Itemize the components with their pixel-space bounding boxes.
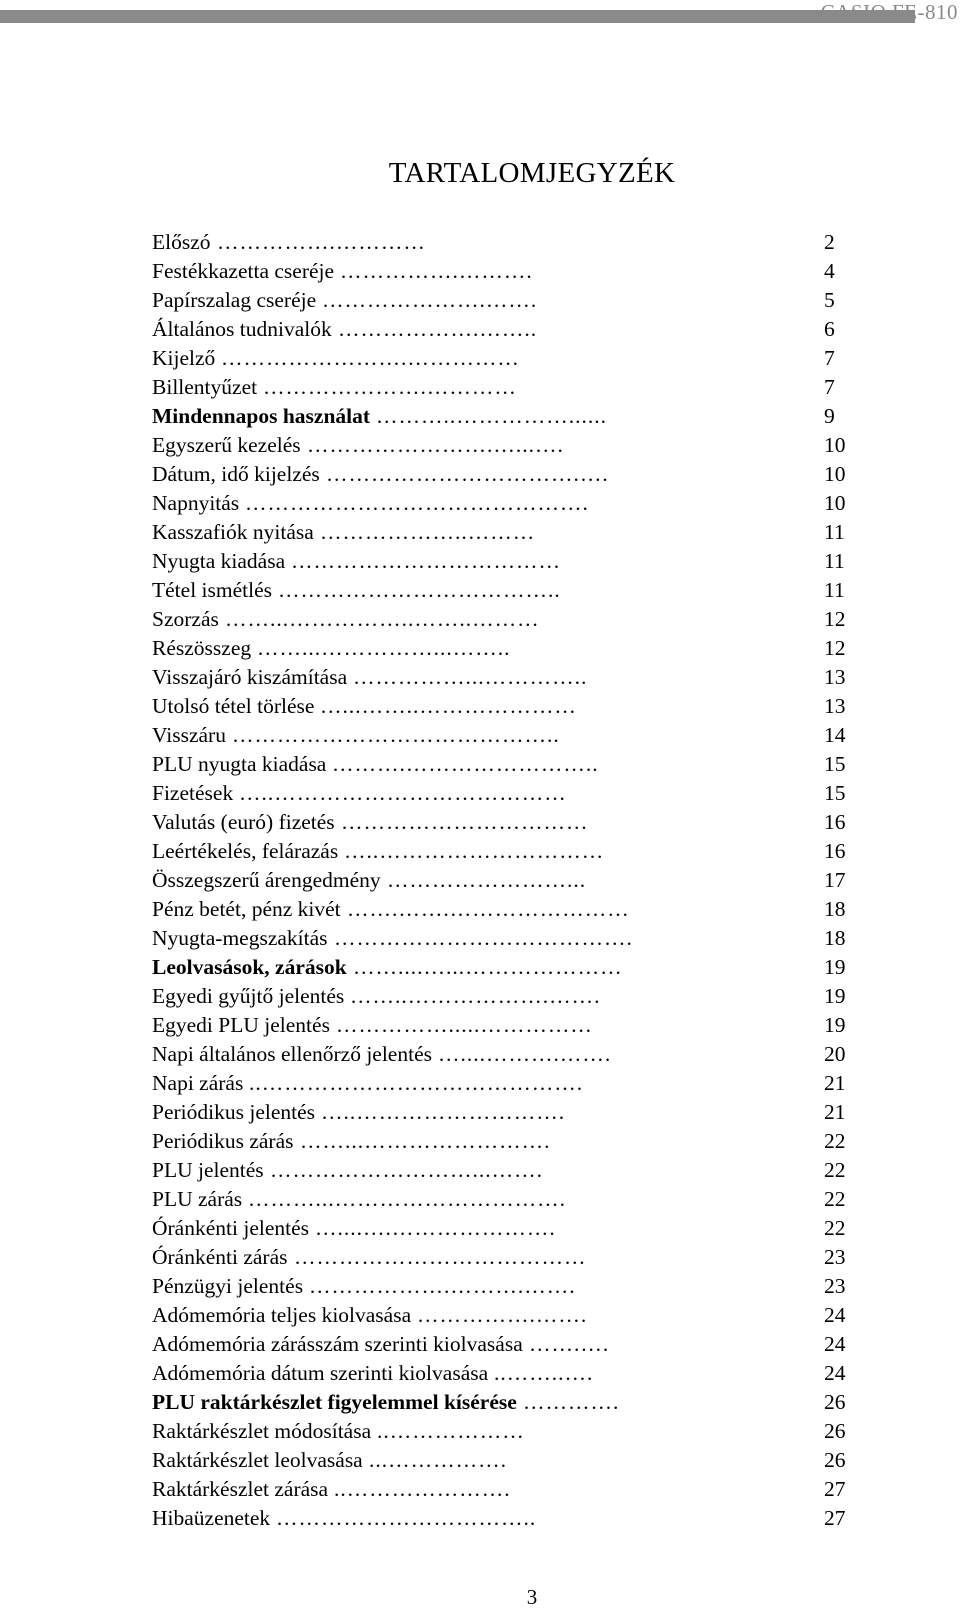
toc-entry-label: Nyugta kiadása <box>152 549 286 573</box>
toc-entry-page: 19 <box>824 984 846 1008</box>
toc-entry[interactable] <box>152 924 852 953</box>
toc-entry-label: Nyugta-megszakítás <box>152 926 328 950</box>
toc-entry-page: 21 <box>824 1071 846 1095</box>
toc-entry-label: Periódikus zárás <box>152 1129 294 1153</box>
toc-entry-label: Mindennapos használat <box>152 404 371 428</box>
page-number: 3 <box>526 1585 538 1609</box>
toc-entry[interactable] <box>152 1417 852 1446</box>
toc-entry-page: 18 <box>824 926 846 950</box>
toc-entry-leader: ………………………………… <box>294 1245 587 1269</box>
toc-entry[interactable] <box>152 402 852 431</box>
toc-entry-page: 10 <box>824 433 846 457</box>
toc-entry[interactable] <box>152 1243 852 1272</box>
toc-entry[interactable] <box>152 634 852 663</box>
toc-entry-page: 26 <box>824 1448 846 1472</box>
toc-entry-page: 13 <box>824 665 846 689</box>
toc-entry[interactable] <box>152 953 852 982</box>
toc-entry[interactable] <box>152 228 852 257</box>
toc-entry-label: Napi általános ellenőrző jelentés <box>152 1042 432 1066</box>
toc-entry-leader: …………………….…...…. <box>307 433 564 457</box>
toc-entry-label: PLU raktárkészlet figyelemmel kísérése <box>152 1390 517 1414</box>
toc-entry-label: Hibaüzenetek <box>152 1506 271 1530</box>
toc-entry-leader: ………………….……. <box>322 288 538 312</box>
toc-entry[interactable] <box>152 373 852 402</box>
toc-entry-label: Raktárkészlet leolvasása <box>152 1448 363 1472</box>
toc-entry-label: Dátum, idő kijelzés <box>152 462 320 486</box>
toc-entry-page: 16 <box>824 839 846 863</box>
toc-entry[interactable] <box>152 1069 852 1098</box>
toc-entry-leader: …….…. <box>529 1332 610 1356</box>
toc-entry-leader: ……...……………………. <box>300 1129 551 1153</box>
toc-entry-page: 10 <box>824 491 846 515</box>
toc-entry-leader: …..………………………………… <box>239 781 567 805</box>
toc-entry[interactable] <box>152 1185 852 1214</box>
toc-entry-leader: ..……………… <box>377 1419 525 1443</box>
toc-entry[interactable] <box>152 1330 852 1359</box>
header-rule <box>0 10 915 23</box>
toc-entry-label: Részösszeg <box>152 636 252 660</box>
toc-entry-page: 18 <box>824 897 846 921</box>
toc-entry-label: Általános tudnivalók <box>152 317 332 341</box>
toc-entry-leader: …..………………………. <box>321 1100 566 1124</box>
toc-entry-label: Egyszerű kezelés <box>152 433 301 457</box>
toc-entry-page: 27 <box>824 1506 846 1530</box>
toc-entry[interactable] <box>152 982 852 1011</box>
toc-entry-page: 11 <box>824 578 845 602</box>
toc-entry-leader: ..…………………. <box>334 1477 511 1501</box>
toc-entry-page: 17 <box>824 868 846 892</box>
toc-entry-leader: ……………...………….. <box>353 665 588 689</box>
toc-entry[interactable] <box>152 837 852 866</box>
toc-entry-leader: ……...……………..……..……… <box>225 607 540 631</box>
toc-entry-leader: ………...…………………………. <box>248 1187 566 1211</box>
toc-entry[interactable] <box>152 808 852 837</box>
toc-entry-page: 22 <box>824 1187 846 1211</box>
toc-entry-label: Visszajáró kiszámítása <box>152 665 348 689</box>
toc-entry-page: 11 <box>824 549 845 573</box>
toc-entry[interactable] <box>152 1011 852 1040</box>
toc-entry-page: 6 <box>824 317 835 341</box>
page-title: TARTALOMJEGYZÉK <box>388 157 676 189</box>
toc-entry-leader: ...……………. <box>369 1448 507 1472</box>
toc-entry-leader: ..……..…. <box>494 1361 594 1385</box>
toc-entry-leader: ……………………... <box>387 868 587 892</box>
toc-entry[interactable] <box>152 1272 852 1301</box>
toc-entry-leader: …………….....…………… <box>336 1013 593 1037</box>
toc-entry-page: 13 <box>824 694 846 718</box>
toc-entry-page: 22 <box>824 1216 846 1240</box>
toc-entry[interactable] <box>152 1098 852 1127</box>
toc-entry-leader: ..……………………………………. <box>249 1071 584 1095</box>
toc-entry-leader: …...……..………………… <box>320 694 577 718</box>
toc-entry[interactable] <box>152 779 852 808</box>
toc-entry-leader: …………………………… <box>341 810 589 834</box>
toc-entry-label: Festékkazetta cseréje <box>152 259 335 283</box>
toc-entry[interactable] <box>152 315 852 344</box>
toc-entry[interactable] <box>152 721 852 750</box>
toc-entry[interactable] <box>152 692 852 721</box>
toc-entry-leader: …….…….…………………… <box>347 897 630 921</box>
toc-entry-label: PLU jelentés <box>152 1158 264 1182</box>
toc-entry-label: Fizetések <box>152 781 234 805</box>
toc-entry-label: PLU zárás <box>152 1187 243 1211</box>
toc-entry-label: Kijelző <box>152 346 216 370</box>
toc-entry[interactable] <box>152 866 852 895</box>
toc-entry-page: 4 <box>824 259 835 283</box>
toc-entry-label: PLU nyugta kiadása <box>152 752 327 776</box>
toc-entry-label: Periódikus jelentés <box>152 1100 316 1124</box>
toc-entry[interactable] <box>152 431 852 460</box>
toc-entry-leader: ……………………………….. <box>278 578 561 602</box>
toc-entry-leader: …………….………… <box>217 230 426 254</box>
toc-entry[interactable] <box>152 257 852 286</box>
toc-entry[interactable] <box>152 344 852 373</box>
toc-entry-label: Napi zárás <box>152 1071 244 1095</box>
toc-entry-leader: …………………………….…. <box>326 462 609 486</box>
toc-entry-page: 24 <box>824 1361 846 1385</box>
toc-entry-leader: …………….……. <box>417 1303 588 1327</box>
toc-entry[interactable] <box>152 489 852 518</box>
toc-entry-page: 26 <box>824 1390 846 1414</box>
toc-entry-leader: ………………….………… <box>263 375 517 399</box>
toc-entry[interactable] <box>152 750 852 779</box>
toc-entry-leader: …………….………. <box>340 259 533 283</box>
toc-entry-label: Tétel ismétlés <box>152 578 273 602</box>
toc-entry-label: Egyedi PLU jelentés <box>152 1013 330 1037</box>
toc-entry-leader: …....….…………………. <box>315 1216 556 1240</box>
toc-entry-label: Adómemória teljes kiolvasása <box>152 1303 412 1327</box>
toc-entry[interactable] <box>152 663 852 692</box>
toc-entry[interactable] <box>152 895 852 924</box>
toc-entry[interactable] <box>152 518 852 547</box>
toc-entry-page: 7 <box>824 375 835 399</box>
toc-entry-leader: …....……….……. <box>438 1042 612 1066</box>
toc-entry[interactable] <box>152 1359 852 1388</box>
toc-entry[interactable] <box>152 1446 852 1475</box>
table-of-contents <box>152 228 852 1533</box>
toc-entry-leader: ……....…...………………… <box>353 955 623 979</box>
toc-entry-leader: …..………………………… <box>344 839 605 863</box>
toc-entry[interactable] <box>152 286 852 315</box>
toc-entry[interactable] <box>152 1156 852 1185</box>
toc-entry-leader: ……………………………… <box>291 549 561 573</box>
toc-entry[interactable] <box>152 605 852 634</box>
toc-entry-page: 2 <box>824 230 835 254</box>
toc-entry-page: 27 <box>824 1477 846 1501</box>
toc-entry-page: 10 <box>824 462 846 486</box>
toc-entry-label: Egyedi gyűjtő jelentés <box>152 984 345 1008</box>
toc-entry-page: 21 <box>824 1100 846 1124</box>
toc-entry-page: 16 <box>824 810 846 834</box>
toc-entry-label: Raktárkészlet módosítása <box>152 1419 372 1443</box>
toc-entry-page: 23 <box>824 1274 846 1298</box>
toc-entry[interactable] <box>152 1388 852 1417</box>
toc-entry-page: 19 <box>824 955 846 979</box>
toc-entry-leader: …………………………………….. <box>232 723 560 747</box>
toc-entry-page: 26 <box>824 1419 846 1443</box>
toc-entry-label: Papírszalag cseréje <box>152 288 317 312</box>
toc-entry-page: 7 <box>824 346 835 370</box>
toc-entry-label: Kasszafiók nyitása <box>152 520 314 544</box>
toc-entry-page: 11 <box>824 520 845 544</box>
toc-entry-label: Utolsó tétel törlése <box>152 694 315 718</box>
toc-entry-page: 5 <box>824 288 835 312</box>
header-product-name: CASIO FE-810 <box>820 0 958 24</box>
toc-entry-leader: …………………………………. <box>334 926 633 950</box>
toc-entry[interactable] <box>152 1301 852 1330</box>
toc-entry[interactable] <box>152 1475 852 1504</box>
toc-entry-page: 12 <box>824 636 846 660</box>
toc-entry-label: Pénz betét, pénz kivét <box>152 897 341 921</box>
toc-entry-label: Raktárkészlet zárása <box>152 1477 329 1501</box>
toc-entry-label: Leolvasások, zárások <box>152 955 347 979</box>
toc-entry-label: Visszáru <box>152 723 226 747</box>
toc-entry-page: 12 <box>824 607 846 631</box>
toc-entry-leader: …………………….…………… <box>221 346 520 370</box>
toc-entry-leader: ……………….…….. <box>338 317 538 341</box>
toc-entry-label: Óránkénti zárás <box>152 1245 288 1269</box>
toc-entry[interactable] <box>152 1504 852 1533</box>
toc-entry-label: Óránkénti jelentés <box>152 1216 310 1240</box>
toc-entry-leader: ………………..……… <box>320 520 536 544</box>
toc-entry-leader: …………………………….. <box>276 1506 537 1530</box>
toc-entry-label: Összegszerű árengedmény <box>152 868 381 892</box>
toc-entry-label: Leértékelés, felárazás <box>152 839 339 863</box>
toc-entry[interactable] <box>152 576 852 605</box>
toc-entry-page: 24 <box>824 1303 846 1327</box>
toc-entry-page: 24 <box>824 1332 846 1356</box>
toc-entry-page: 19 <box>824 1013 846 1037</box>
toc-entry-page: 23 <box>824 1245 846 1269</box>
toc-entry-leader: ………………………………………. <box>245 491 589 515</box>
toc-entry[interactable] <box>152 1127 852 1156</box>
toc-entry-leader: ……..……………….……. <box>350 984 601 1008</box>
toc-entry-page: 15 <box>824 781 846 805</box>
toc-entry[interactable] <box>152 1214 852 1243</box>
toc-entry-leader: ………..……………...... <box>376 404 607 428</box>
toc-entry-page: 15 <box>824 752 846 776</box>
toc-entry[interactable] <box>152 547 852 576</box>
toc-entry-label: Billentyűzet <box>152 375 258 399</box>
toc-entry[interactable] <box>152 460 852 489</box>
toc-entry-page: 9 <box>824 404 835 428</box>
toc-entry-leader: ………………………...……. <box>270 1158 543 1182</box>
toc-entry-label: Adómemória dátum szerinti kiolvasása <box>152 1361 489 1385</box>
toc-entry-label: Pénzügyi jelentés <box>152 1274 304 1298</box>
toc-entry-page: 22 <box>824 1129 846 1153</box>
toc-entry-label: Napnyitás <box>152 491 240 515</box>
toc-entry-page: 22 <box>824 1158 846 1182</box>
toc-entry-label: Valutás (euró) fizetés <box>152 810 335 834</box>
toc-entry-leader: ……………….……….……. <box>309 1274 576 1298</box>
toc-entry-label: Adómemória zárásszám szerinti kiolvasása <box>152 1332 523 1356</box>
toc-entry-page: 14 <box>824 723 846 747</box>
toc-entry-label: Előszó <box>152 230 211 254</box>
toc-entry-leader: ……….…………………….. <box>332 752 599 776</box>
toc-entry-label: Szorzás <box>152 607 219 631</box>
toc-entry[interactable] <box>152 1040 852 1069</box>
toc-entry-page: 20 <box>824 1042 846 1066</box>
toc-entry-leader: …………. <box>523 1390 620 1414</box>
toc-entry-leader: ……...……………...…….. <box>257 636 511 660</box>
